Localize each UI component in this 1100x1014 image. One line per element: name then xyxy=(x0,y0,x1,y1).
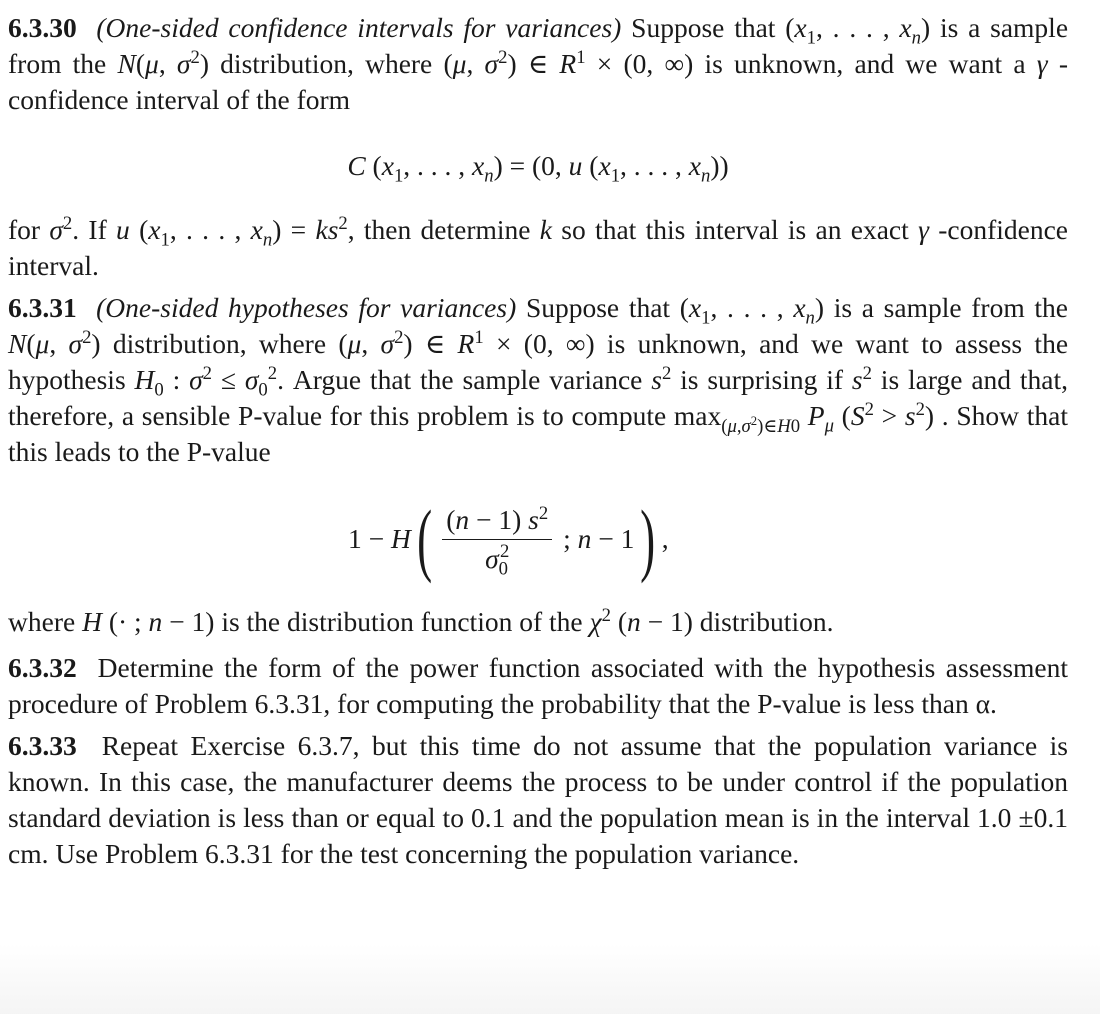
problem-6-3-31-continued: where H (· ; n − 1) is the distribution function of the $\chi^2$ (n − 1) distribution. xyxy=(8,604,834,637)
problem-text: Repeat Exercise 6.3.7, but this time do not assume that the population variance is known. In this case, the manufacturer deems the process to be under control if the population standard deviation is less than or equal to 0.1 and the population mean is in the interval 1.0 ±0.1 cm. Use Problem 6.3.31 for the test concerning the population variance. xyxy=(8,730,1068,869)
problem-text: Suppose that ($x_1$, . . . , $x_n$) is a sample from the N(μ, $\sigma^2$) distribution, where (μ, $\sigma^2$) ∈ $R^1 \times (0$, ∞) is unknown, and we want to assess the hypothesis $H_0$ : $\sigma^2 \le \sigma_0^2$. Argue that the sample variance $s^2$ is surprising if $s^2$ is large and that, therefore, a sensible P-value for this problem is to compute $\max_{(\mu,\sigma^2)\in H0} P_\mu$ $(S^2 > s^2)$ . Show that this leads to the P-value xyxy=(8,292,1069,467)
problem-6-3-31 xyxy=(8,290,1068,470)
equation-p-value: 1 − H ( $\frac{(n - 1) s^2}{\sigma_0^2}$ ; n − 1 ) , xyxy=(348,493,669,584)
page-content xyxy=(8,10,1068,872)
problem-title: (One-sided confidence intervals for variances) xyxy=(96,12,622,43)
equation-confidence-interval: C ($x_1$, . . . , $x_n) = (0$, u ($x_1$, . . . , $x_n$)) xyxy=(347,150,729,187)
problem-text: Determine the form of the power function associated with the hypothesis assessment procedure of Problem 6.3.31, for computing the probability that the P-value is less than α. xyxy=(8,652,1069,719)
problem-number: 6.3.32 xyxy=(8,652,77,683)
problem-6-3-30-continued: for $\sigma^2$. If u ($x_1$, . . . , $x_n) = ks^2$, then determine k so that this interval is an exact γ -confidence interval. xyxy=(8,212,1068,281)
problem-6-3-32 xyxy=(8,650,1068,722)
problem-6-3-33 xyxy=(8,728,1068,872)
page-bottom-shade xyxy=(0,944,1100,1014)
problem-number: 6.3.33 xyxy=(8,730,77,761)
problem-6-3-30 xyxy=(8,10,1068,118)
fraction: $\frac{(n - 1) s^2}{\sigma_0^2}$ xyxy=(442,505,552,574)
problem-number: 6.3.30 xyxy=(8,12,77,43)
problem-text: Suppose that ($x_1$, . . . , $x_n$) is a sample from the N(μ, $\sigma^2$) distribution, where (μ, $\sigma^2$) ∈ $R^1 \times (0$, ∞) is unknown, and we want a γ -confidence interval of the form xyxy=(8,12,1069,115)
problem-number: 6.3.31 xyxy=(8,292,77,323)
problem-title: (One-sided hypotheses for variances) xyxy=(96,292,517,323)
